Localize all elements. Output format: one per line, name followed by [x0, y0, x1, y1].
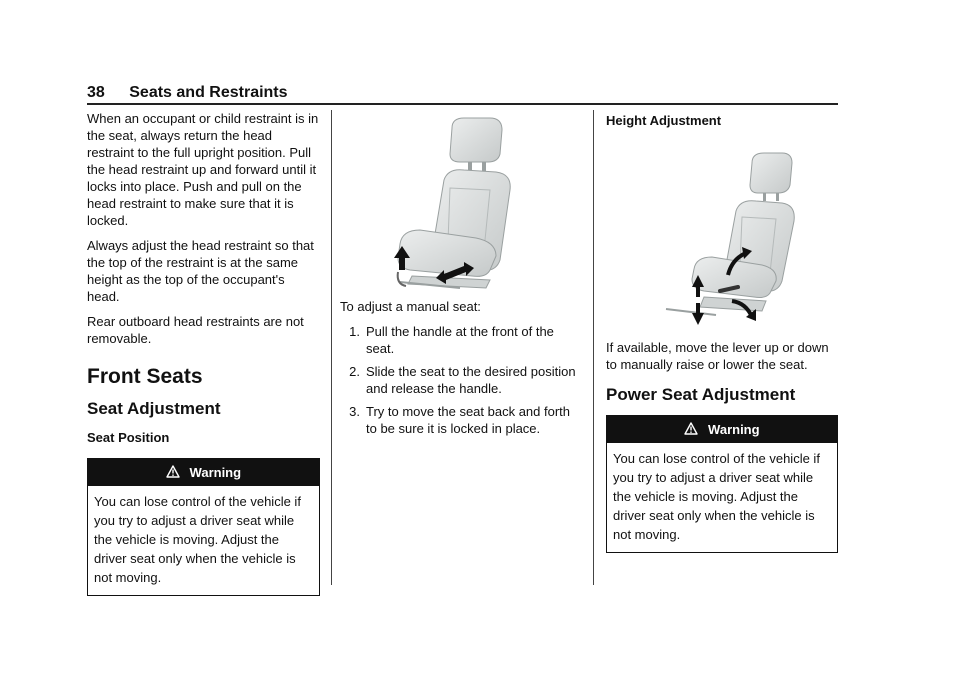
page-number: 38	[87, 84, 105, 101]
steps-list	[340, 323, 580, 437]
subsection-heading: Power Seat Adjustment	[606, 385, 796, 404]
step-text: Slide the seat to the desired position and release the handle.	[366, 364, 576, 396]
manual-seat-slide-illustration	[340, 110, 580, 296]
step-text: Pull the handle at the front of the seat.	[366, 324, 554, 356]
warning-title: Warning	[189, 465, 242, 480]
warning-triangle-icon	[684, 422, 702, 437]
minor-heading: Seat Position	[87, 430, 170, 445]
step-number: 3.	[349, 404, 360, 419]
step-number: 1.	[349, 324, 360, 339]
warning-header	[607, 416, 837, 443]
right-column	[606, 110, 838, 553]
warning-header	[88, 459, 319, 486]
step-text: Try to move the seat back and forth to be sure it is locked in place.	[366, 404, 571, 436]
minor-heading: Height Adjustment	[606, 113, 722, 128]
warning-text: You can lose control of the vehicle if you try to adjust a driver seat while the vehicle is moving. Adjust the driver seat only when the vehicle is not moving.	[613, 451, 820, 542]
paragraph: If available, move the lever up or down to manually raise or lower the seat.	[606, 340, 829, 372]
column-divider	[331, 110, 332, 585]
paragraph: Always adjust the head restraint so that the top of the restraint is at the same height as the top of the occupant's head.	[87, 238, 314, 304]
column-divider	[593, 110, 594, 585]
intro-text: To adjust a manual seat:	[340, 299, 481, 314]
chapter-title: Seats and Restraints	[129, 84, 288, 101]
list-item	[340, 363, 580, 397]
list-item	[340, 403, 580, 437]
warning-box	[606, 415, 838, 553]
paragraph: Rear outboard head restraints are not removable.	[87, 314, 304, 346]
paragraph: When an occupant or child restraint is in the seat, always return the head restraint to the full upright position. Pull the head restraint up and forward until it locks into place. Push and pull on the head restraint to make sure that it is locked.	[87, 111, 319, 228]
warning-triangle-icon	[166, 465, 184, 480]
warning-text: You can lose control of the vehicle if you try to adjust a driver seat while the vehicle is moving. Adjust the driver seat only when the vehicle is not moving.	[94, 494, 301, 585]
section-heading: Front Seats	[87, 365, 203, 388]
warning-box	[87, 458, 320, 596]
warning-title: Warning	[708, 422, 760, 437]
header-rule	[87, 103, 838, 105]
middle-column	[340, 110, 580, 443]
page-header	[87, 84, 288, 102]
step-number: 2.	[349, 364, 360, 379]
list-item	[340, 323, 580, 357]
subsection-heading: Seat Adjustment	[87, 399, 221, 418]
seat-height-lever-illustration	[606, 141, 838, 331]
left-column	[87, 110, 320, 596]
